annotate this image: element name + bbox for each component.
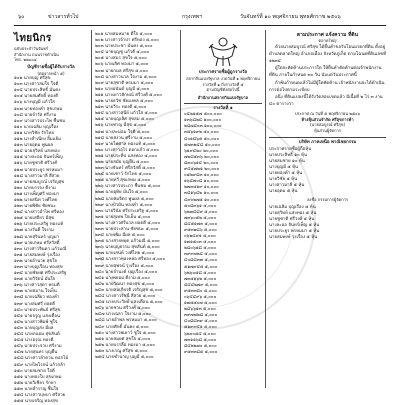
list-item: ๒๓๖ นายบุญธรรม สุขสันต์ ๕,๐๐๐	[95, 245, 160, 251]
prize-list	[95, 32, 177, 361]
list-item: ๒๕๐ นางสาวพเยาว์ ชูใจ ๕,๐๐๐	[95, 330, 156, 336]
list-item: ๑๒๓ นายพิชัย ชัยชนะ	[14, 204, 56, 210]
list-item: ๒๐๒ นางสาวจำปา ศรีทอง ๕,๐๐๐	[95, 38, 159, 44]
table-row: ๐๖๔๔๙๖ ๕,๐๐๐	[184, 295, 217, 300]
list-item: ๒๓๓ นายประสาน ชัยชนะ ๕,๐๐๐	[95, 227, 159, 232]
list-item: ๑๕๔ นางสาวบุษบา ศรีสวย	[14, 392, 66, 398]
column-2	[95, 32, 177, 388]
list-item: ๒๑๐ นายอนันต์ บุญมี ๕,๐๐๐	[95, 86, 150, 92]
table-row: ๓๙๙๗๒๔ ๕,๐๐๐	[184, 252, 218, 258]
notice-line: สลากกินแบ่งรัฐบาล งวดวันที่ ๑ พฤศจิกายน	[186, 76, 260, 82]
table-row: ๘๓๐๖๑๔ ๒๐,๐๐๐	[184, 160, 219, 166]
announcement-body	[269, 44, 386, 109]
table-row: ๙๔๕๗๒๑ ๒๐,๐๐๐	[184, 167, 220, 173]
list-item: ๑๕๕ นายเจริญ ทองสุข	[14, 399, 58, 405]
list-item: ๑๔๖ นายประจวบ ศรีงาม	[14, 344, 62, 350]
list-item: ๑๓๕ นายวิรัตน์ มั่นใจ	[14, 277, 56, 283]
list-item: ๑๑๗ นายประยูร พรหมมา	[14, 167, 63, 173]
list-item: ๑๑๔ นายสุวิทย์ แสงทอง	[14, 149, 60, 155]
list-item: ๑๕๓ นายสำราญ ชื่นใจ	[14, 386, 59, 392]
list-item: ๑๔๘ นางสาวลำดวน ดอกไม้	[14, 356, 69, 362]
list-item: ๑๐๕ นายสมศักดิ์ ทองดี	[14, 94, 59, 100]
list-item: ๒๐๗ นายกมล ศรีสุข ๕,๐๐๐	[95, 68, 148, 74]
list-item: ๒๔๘ นายอำพล พรหมมา ๕,๐๐๐	[95, 318, 157, 324]
city-name: กรุงเทพฯ	[182, 14, 202, 20]
list-item: ๒๒๕ นายทวี สุขเกษม ๕,๐๐๐	[95, 178, 151, 184]
list-item: ๑๑๘ นางสาวมาลี สีสวย	[14, 173, 60, 179]
list-item: ๒๐๔ นายบุญชู แก้วดี ๕,๐๐๐	[95, 50, 150, 56]
header-rule	[14, 25, 386, 26]
list-item: ๒๒๖ นางสาวประภา ชื่นชม ๕,๐๐๐	[95, 184, 161, 190]
list-item: ๑๓๑ นายสมพงษ์ รุ่งเรือง	[14, 252, 61, 258]
column-divider	[91, 30, 92, 388]
list-item: ๒๑๘ นายสงวน ศรีงาม ๕,๐๐๐	[95, 135, 152, 141]
table-row: ๙๕๓๓๘๕ ๕,๐๐๐	[184, 349, 218, 355]
shareholder-row: นายทองคำ ๕ หุ้น	[269, 170, 303, 176]
company-notice-title: บริษัท ภาคเหนือ พาณิชยกรรม	[298, 140, 357, 146]
list-item: ๑๔๔ นายถนอม สุขสันต์	[14, 332, 60, 338]
table-row: ๒๘๖๖๑๓ ๕,๐๐๐	[184, 307, 216, 313]
list-item: ๒๔๒ นายวัฒนา ทองสุข ๕,๐๐๐	[95, 281, 155, 287]
list-item: ๑๐๖ นางบุญมี แก้วใส	[14, 100, 55, 106]
name-list	[14, 76, 88, 405]
list-item: ๒๒๐ นางสาวอุไร ดอกแก้ว ๕,๐๐๐	[95, 147, 159, 153]
list-item: ๑๒๙ นายเกษม ศรีสวัสดิ์	[14, 240, 60, 246]
shareholder-row: นายสมชาย ๑๐ หุ้น	[269, 158, 305, 164]
list-item: ๑๓๘ นายเฉลียว ทองคำ	[14, 295, 60, 301]
list-item: ๑๒๒ นายสนิท วงศ์ไทย	[14, 197, 58, 203]
table-title: รางวัลที่ ๑	[184, 103, 262, 112]
list-item: ๒๔๙ นายศักดิ์ มั่นคง ๕,๐๐๐	[95, 324, 149, 330]
list-item: ๒๕๑ นายสมยศ สุขใจ ๕,๐๐๐	[95, 336, 151, 342]
section-name: ข่าวสารทั่วไป	[48, 14, 79, 20]
table-row: ๔๐๑๘๖๕ ๕๐,๐๐๐	[184, 136, 220, 142]
shareholder-row: นางละออ จันทร์เพ็ญ ๕ หุ้น	[269, 223, 320, 229]
list-item: ๒๔๗ นางเฉลา ใจงาม ๕,๐๐๐	[95, 312, 151, 318]
list-item: ๑๔๒ นางสาวพิมพ์ ชูใจ	[14, 319, 58, 325]
list-item: ๑๓๔ นายชัยยศ ศรีประเสริฐ	[14, 271, 67, 277]
list-item: ๑๒๖ นายประเสริฐ ทองแท้	[14, 222, 64, 228]
table-row: ๕๗๓๒๔๘ ๕๐,๐๐๐	[184, 142, 221, 148]
table-row: ๓๘๑๖๔๒ ๑๐,๐๐๐	[184, 191, 219, 197]
list-item: ๒๒๘ นายสมจิตร พูนผล ๕,๐๐๐	[95, 196, 154, 202]
list-item: ๒๔๖ นายชวน ศรีวงศ์ ๕,๐๐๐	[95, 306, 150, 312]
list-item: ๒๐๕ นางสมร สุขใจ ๕,๐๐๐	[95, 56, 147, 62]
list-item: ๑๑๒ นางสำเนียง ยิ้มแย้ม	[14, 137, 61, 143]
table-row: ๙๕๓๒๘๖ ๕,๐๐๐	[184, 227, 217, 233]
list-item: ๑๐๗ นายทองคำ สุขเกษม	[14, 106, 63, 112]
table-row: ๕๑๙๙๔๑ ๕,๐๐๐	[184, 325, 217, 331]
table-row: ๔๐๘๘๓๗ ๕,๐๐๐	[184, 258, 218, 264]
table-row: ๘๔๔๒๗๙ ๕,๐๐๐	[184, 282, 218, 288]
shareholder-row: นายเฉลิม บุญเรือง ๕ หุ้น	[269, 204, 316, 210]
table-row: ๗๓๑๑๖๘ ๕,๐๐๐	[184, 337, 217, 343]
list-item: ๑๓๗ นายสมาน ใจเย็น	[14, 289, 57, 295]
column-1	[14, 32, 88, 405]
signer-name: (นายสมบูรณ์ ศรีสุข)	[309, 122, 346, 128]
list-item: ๑๐๓ นางสาวสมใจ ใจดี	[14, 82, 59, 88]
shareholder-row: นายประยูร พรหมมา ๕ หุ้น	[269, 229, 320, 235]
list-item: ๑๔๑ นายจรูญ แสงเดือน	[14, 313, 61, 319]
signer-title: หุ้นส่วนผู้จัดการ	[314, 127, 341, 133]
list-item: ๑๑๖ นายชูชาติ ศรีวงศ์	[14, 161, 58, 167]
list-item: ๒๐๖ นายเลิศ ทองมา ๕,๐๐๐	[95, 62, 149, 68]
list-item: ๑๒๔ นางสาวอำไพ ศรีทอง	[14, 210, 65, 216]
shareholder-row: นายประสิทธิ์ ๑๐ หุ้น	[269, 152, 307, 158]
table-row: ๒๘๗๔๐๓ ๑๐๐,๐๐๐	[184, 124, 222, 130]
list-item: ๑๔๗ นายสุนทร บุญยืน	[14, 350, 58, 356]
list-item: ๒๑๖ นายชาญ มีสุข ๕,๐๐๐	[95, 123, 147, 129]
table-row: ๐๖๒๔๙๑ ๕,๐๐๐	[184, 234, 216, 240]
issue-date: วันจันทร์ที่ ๑๐ พฤศจิกายน พุทธศักราช ๒๕๐๖	[240, 14, 341, 20]
table-row: ๖๒๐๐๕๔ ๕,๐๐๐	[184, 331, 216, 337]
table-row: ๙๕๓๓๘๐ ๕,๐๐๐	[184, 288, 217, 294]
list-item: ๒๒๙ นางบัวผัน ทองคำ ๕,๐๐๐	[95, 202, 153, 208]
list-item: ๑๑๑ นายวิชัย รักไทย	[14, 130, 54, 136]
table-row: ๘๔๕๑๗๓ ๕,๐๐๐	[184, 221, 218, 227]
table-row: ๓๕๖๑๙๒ ๕๐,๐๐๐	[184, 130, 219, 136]
announcement-date: ประกาศ ณ วันที่ ๕ พฤศจิกายน ๒๕๐๖	[294, 111, 361, 117]
list-item: ๑๓๓ นางบุญเรือน ทองสุข	[14, 265, 63, 270]
list-item: ๑๓๙ นางสมศรี ยอดดี	[14, 301, 56, 307]
table-row: ๖๑๙๔๒๐ ๒๐,๐๐๐	[184, 148, 219, 154]
garuda-emblem-icon	[208, 34, 238, 68]
list-item: ๒๕๒ นายบรรลือ ทองมา ๕,๐๐๐	[95, 342, 155, 348]
list-item: ๑๕๑ นางทองใบ สุขเกษม	[14, 374, 62, 380]
shareholder-row: นายสุวิทย์ แสงทอง ๕ หุ้น	[269, 210, 317, 216]
list-item: ๒๓๐ นายวินัย ศรีประเสริฐ ๕,๐๐๐	[95, 208, 159, 214]
list-item: ๒๓๔ นายเพิ่ม มีผล ๕,๐๐๐	[95, 233, 145, 239]
table-row: ๖๒๗๔๘๙ ๕,๐๐๐	[184, 209, 218, 215]
list-item: ๒๔๓ นายสมเกียรติ เจริญสุข ๕,๐๐๐	[95, 287, 163, 293]
list-item: ๑๑๐ นายเฉลิม บุญเรือง	[14, 124, 59, 130]
column-4	[269, 32, 386, 388]
table-row: ๑๖๔๗๐๘ ๑๐,๐๐๐	[184, 179, 219, 185]
newspaper-page	[14, 10, 387, 405]
list-item: ๑๒๗ นางวันดี ใจงาม	[14, 228, 54, 234]
company-notice	[269, 137, 386, 241]
shareholder-row: ประกาศรายชื่อผู้ถือหุ้น	[269, 146, 312, 152]
list-item: ๒๒๒ นายสมัย บุญยืน ๕,๐๐๐	[95, 159, 149, 165]
masthead-sub-line: ฉบับประจำวันจันทร์	[14, 46, 49, 51]
shareholder-list	[269, 147, 386, 196]
table-row: ๑๗๕๕๐๗ ๕,๐๐๐	[184, 301, 217, 307]
list-item: ๑๑๙ นายสมบูรณ์ เจริญสุข	[14, 179, 65, 185]
announcement-sub: ตลาดใหญ่	[318, 38, 337, 44]
list-item: ๒๓๘ นางสาวทองหล่อ ศรีทอง ๕,๐๐๐	[95, 257, 166, 263]
list-item: ๑๔๕ นางอรุณ ทองดี	[14, 338, 54, 344]
list-item: ๒๔๕ นายประวิทย์ แสงเดือน ๕,๐๐๐	[95, 300, 163, 306]
list-item: ๒๑๙ นายไพศาล ทองแท้ ๕,๐๐๐	[95, 141, 156, 147]
paragraph: ผู้ใดจะคัดค้านประการใด ให้ยื่นคำคัดค้านต่อเจ้าพนักงานที่ดิน ภายในกำหนด ๓๐ วัน นับแต่วันประกาศนี้	[269, 66, 382, 79]
shareholder-row: นายสมพงษ์ รุ่งเรือง ๕ หุ้น	[269, 235, 318, 241]
list-item: ๒๒๔ นายเชาว์ รักไทย ๕,๐๐๐	[95, 172, 152, 178]
shareholder-row: นางบุญมี ๕ หุ้น	[269, 164, 299, 170]
table-row: ๘๔๒๒๗๐ ๕,๐๐๐	[184, 343, 217, 349]
company-notice-footer: ลงชื่อ กรรมการผู้จัดการ	[306, 197, 349, 203]
table-row: ๒๘๐๖๑๘ ๕,๐๐๐	[184, 246, 217, 252]
signer-company: ห้างหุ้นส่วนจำกัด ศรีสุขการค้า	[301, 116, 354, 122]
list-item: ๒๓๙ นายสุพจน์ รุ่งเรือง ๕,๐๐๐	[95, 263, 154, 269]
column-3	[184, 32, 262, 388]
list-item: ๑๐๘ นายจำรัส ศรีงาม	[14, 112, 57, 118]
notice-body	[184, 76, 262, 93]
masthead-title: ไทยนิกร	[14, 33, 52, 44]
column-divider	[180, 30, 181, 388]
paragraph: ถ้าพ้นกำหนดแล้วไม่มีผู้ใดคัดค้าน เจ้าพนักงานจะได้ดำเนินการต่อไปตามระเบียบ	[269, 80, 385, 93]
list-item: ๑๒๐ นายบรรจง ดีงาม	[14, 185, 56, 191]
prize-table	[184, 112, 262, 356]
list-item: ๑๓๖ นางสาวสุดา พรมดี	[14, 283, 60, 289]
list-item: ๒๓๕ นางสายหยุด แก้วมณี ๕,๐๐๐	[95, 239, 160, 245]
list-item: ๑๐๙ นางสาวประไพ ชื่นชม	[14, 118, 66, 124]
table-row: ๓๙๗๗๒๘ ๕,๐๐๐	[184, 313, 218, 319]
list-item: ๑๑๓ นายอุดม พูนผล	[14, 143, 53, 149]
list-item: ๒๑๔ นางสาวสุนีย์ แก้วใส ๕,๐๐๐	[95, 111, 158, 117]
list-item: ๑๕๒ นายวิเชียร รักษา	[14, 380, 57, 386]
table-row: ๕๐๘๓๖๑ ๕,๐๐๐	[184, 203, 217, 209]
shareholder-row: นายชูชาติ ศรีวงศ์ ๕ หุ้น	[269, 216, 315, 222]
table-row: ๖๒๖๐๕๘ ๕,๐๐๐	[184, 270, 217, 276]
list-item: ๒๔๔ นางสาวรัชนี สีสวย ๕,๐๐๐	[95, 294, 156, 300]
list-item: ๒๐๓ นายประชา มั่นคง ๕,๐๐๐	[95, 44, 153, 50]
table-row: ๒๗๓๕๑๙ ๑๐,๐๐๐	[184, 185, 219, 191]
list-subheading: (ต่อจากหน้า ๕)	[37, 70, 65, 76]
list-item: ๒๓๒ นางสาวศรีนวล ยอดดี ๕,๐๐๐	[95, 220, 161, 226]
shareholder-row: นางสาวมาลี ๕ หุ้น	[269, 183, 305, 189]
table-row: ๗๓๖๐๕๒ ๕,๐๐๐	[184, 215, 217, 221]
list-item: ๒๐๙ นายสุชาติ พรมมา ๕,๐๐๐	[95, 80, 154, 86]
list-item: ๒๑๒ นายธวัช ชัยมงคล ๕,๐๐๐	[95, 99, 153, 105]
list-item: ๒๓๗ นายเสน่ห์ วงศ์ไทย ๕,๐๐๐	[95, 251, 155, 257]
list-item: ๑๐๔ นายประสิทธิ์ มั่นคง	[14, 88, 61, 94]
table-row: ๔๙๐๒๗๕ ๑๐,๐๐๐	[184, 197, 220, 203]
page-number: ๖๐	[18, 14, 25, 20]
list-item: ๑๔๙ นายไพโรจน์ แก้วกล้า	[14, 362, 66, 368]
masthead-sub-line: สำนักงาน ถนนราชดำเนิน	[14, 51, 59, 57]
list-item: ๒๑๗ นางละม่อม ใจดี ๕,๐๐๐	[95, 129, 150, 135]
list-item: ๑๒๑ นางเพ็ญศรี ทองมา	[14, 191, 60, 197]
list-item: ๑๔๓ นายบุญส่ง มีผล	[14, 325, 54, 331]
shareholder-row: นายอุดม ๕ หุ้น	[269, 189, 298, 195]
table-row: ๕๑๗๙๔๕ ๕,๐๐๐	[184, 264, 218, 270]
list-item: ๒๔๐ นายจำนงค์ บุญเรือง ๕,๐๐๐	[95, 269, 158, 275]
list-item: ๑๓๐ นางสาวจินดา แก้วมณี	[14, 246, 67, 252]
list-item: ๒๓๑ นายสุเทพ ใจเย็น ๕,๐๐๐	[95, 214, 151, 220]
paragraph: ด้วยนายสมบูรณ์ ศรีสุข ได้ยื่นคำขอรับโอนมรดกที่ดิน ตั้งอยู่ตำบลตลาดใหญ่ อำเภอเมือง จังหวัดภูเก็ต ตามโฉนดที่ดินเลขที่ ๑๒๓๔	[269, 44, 387, 64]
list-item: ๒๕๓ นางเรณู ศรีสุข ๕,๐๐๐	[95, 348, 148, 354]
masthead-sub-line: โทร. ๒๒๐๐๔	[14, 57, 37, 62]
list-item: ๑๑๕ นางละออ จันทร์เพ็ญ	[14, 155, 63, 161]
announcement-title: ตามประกาศ แจ้งความ ที่ดิน	[296, 32, 359, 38]
table-row: ๗๓๕๑๖๒ ๕,๐๐๐	[184, 276, 217, 282]
masthead-sub	[14, 46, 88, 63]
table-row: ๔๐๘๘๓๙ ๕,๐๐๐	[184, 319, 218, 325]
notice-issuer: สำนักงานสลากกินแบ่งรัฐบาล	[197, 94, 249, 100]
list-item: ๒๕๔ นายชำนาญ บุญมี ๕,๐๐๐	[95, 354, 154, 360]
list-item: ๒๑๑ นางเยาวลักษณ์ ศรีวงศ์ ๕,๐๐๐	[95, 92, 162, 98]
table-row: ๑๓๖๘๒๔ ๑๐๐,๐๐๐	[184, 118, 222, 124]
list-item: ๒๒๓ นางจันทร์ ศรีสวัสดิ์ ๕,๐๐๐	[95, 166, 155, 172]
list-item: ๑๓๒ นายอำนวย สุขใจ	[14, 258, 58, 264]
list-item: ๒๐๘ นางสาวนวล ใจงาม ๕,๐๐๐	[95, 74, 157, 80]
notice-line: ตามบัญชีดังต่อไปนี้	[206, 87, 240, 93]
list-item: ๒๒๗ นายอุทัย มั่นใจ ๕,๐๐๐	[95, 190, 148, 196]
shareholder-list-continued	[269, 205, 386, 242]
list-item: ๒๔๑ นางพยอม ดีงาม ๕,๐๐๐	[95, 275, 150, 281]
page-header	[14, 10, 386, 24]
list-item: ๑๒๕ นายเสถียร มีสุข	[14, 216, 55, 222]
column-divider	[265, 30, 266, 388]
list-item: ๒๒๑ นายประทีป แสงทอง ๕,๐๐๐	[95, 153, 158, 159]
notice-line: รางวัลที่ ๑ ถึงรางวัลที่ ๕	[202, 81, 244, 87]
list-item: ๑๔๐ นายประพันธ์ ศรีสุข	[14, 307, 61, 313]
list-item: ๑๕๐ นายสมชาย ใจดี	[14, 368, 55, 374]
list-item: ๑๒๘ นายสุรินทร์ บุญมา	[14, 234, 60, 240]
notice-title: ประกาศรายชื่อผู้ถูกรางวัล	[198, 70, 248, 75]
table-row: ๑๗๑๕๐๓ ๕,๐๐๐	[184, 240, 217, 246]
shareholder-row: นายวิชัย ๕ หุ้น	[269, 176, 298, 182]
list-heading: บัญชีรายชื่อผู้ได้รับรางวัล	[27, 64, 75, 70]
list-item: ๒๐๑ นายสมหมาย ดีใจ ๕,๐๐๐	[95, 32, 153, 37]
list-item: ๒๑๓ นายวีระ ทองดี ๕,๐๐๐	[95, 105, 147, 111]
table-row: ๐๔๒๑๕๗ ๕๐๐,๐๐๐	[184, 112, 222, 118]
list-item: ๒๑๕ นายบุญเลิศ สุขสม ๕,๐๐๐	[95, 117, 154, 123]
list-item: ๑๐๒ นายบุญ ศรีสุข	[14, 76, 51, 82]
table-row: ๐๕๒๙๘๓ ๑๐,๐๐๐	[184, 173, 219, 179]
paragraph: อนึ่ง ที่ดินแปลงนี้ได้รังวัดสอบเขตแล้ว มีเนื้อที่ ๒ ไร่ ๓ งาน ๔๐ ตารางวา	[269, 95, 383, 108]
table-row: ๗๒๘๕๓๖ ๒๐,๐๐๐	[184, 154, 220, 160]
